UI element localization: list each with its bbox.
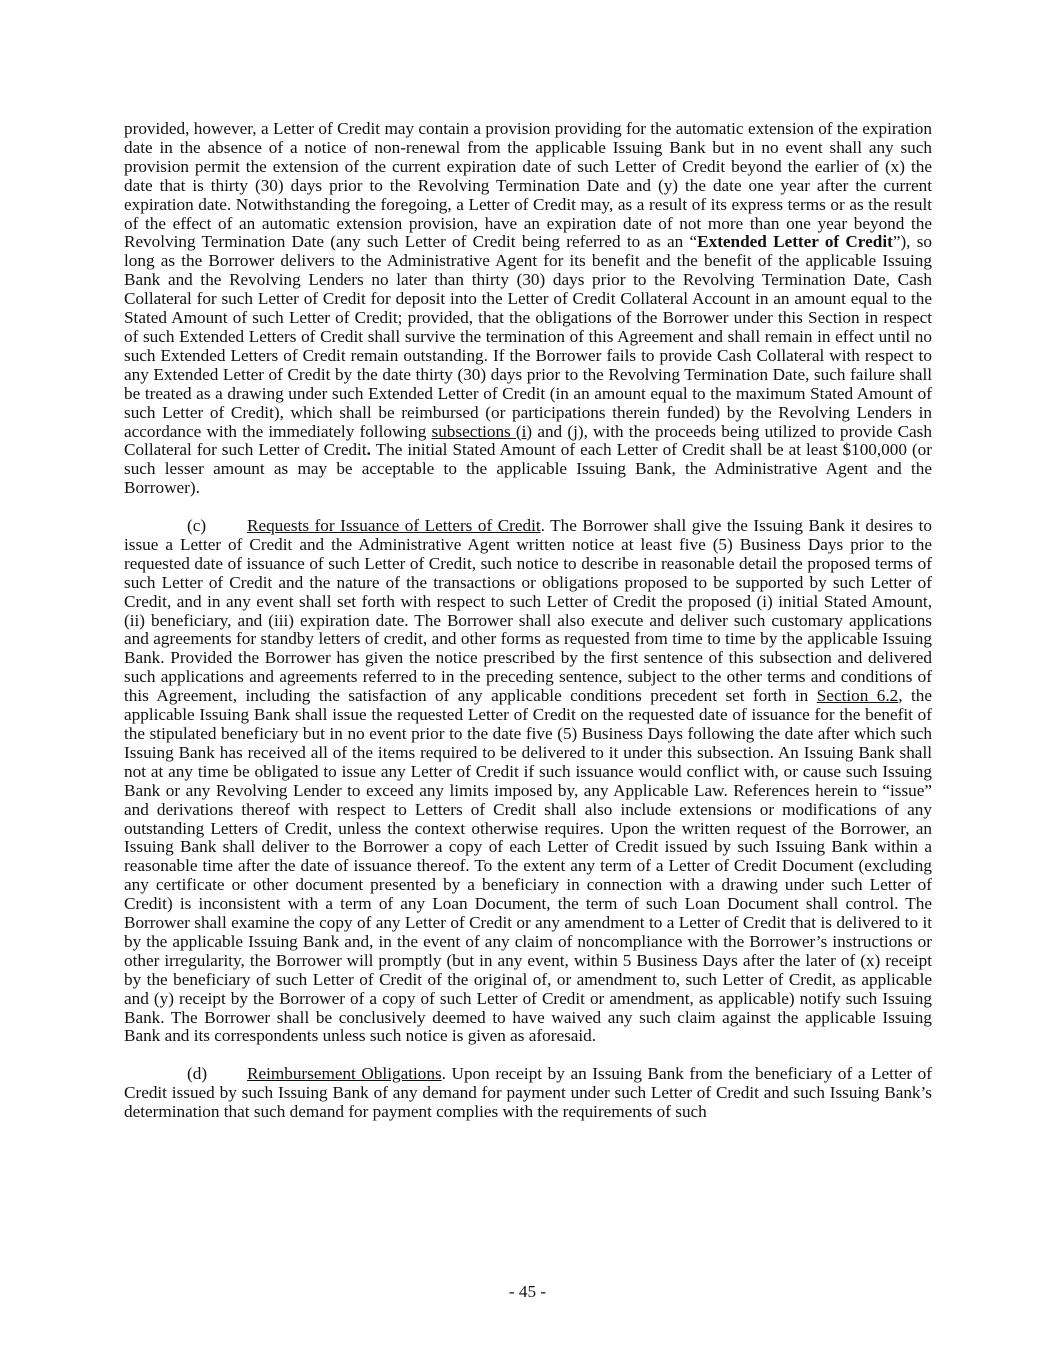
- section-heading: Requests for Issuance of Letters of Credit: [247, 516, 541, 536]
- paragraph-label: (c): [187, 516, 207, 536]
- text-run: ”), so long as the Borrower delivers to the Administrative Agent for its benefit and the benefit of the applicable Issuing Bank and the Revolving Lenders no later than thirty (30) days prior to the Revolving Termination Date, Cash Collateral for such Letter of Credit for deposit into the Letter of Credit Collateral Account in an amount equal to the Stated Amount of such Letter of Credit; provided, that the obligations of the Borrower under this Section in respect of such Extended Letters of Credit shall survive the termination of this Agreement and shall remain in effect until no such Extended Letters of Credit remain outstanding. If the Borrower fails to provide Cash Collateral with respect to any Extended Letter of Credit by the date thirty (30) days prior to the Revolving Termination Date, such failure shall be treated as a drawing under such Extended Letter of Credit (in an amount equal to the maximum Stated Amount of such Letter of Credit), which shall be reimbursed (or participations therein funded) by the Revolving Lenders in accordance with the immediately following: [124, 232, 932, 441]
- paragraph-label: (d): [187, 1064, 208, 1084]
- text-run: , the applicable Issuing Bank shall issue the requested Letter of Credit on the requested date of issuance for the benefit of the stipulated beneficiary but in no event prior to the date five (5) Business Days following the date after which such Issuing Bank has received all of the items required to be delivered to it under this subsection. An Issuing Bank shall not at any time be obligated to issue any Letter of Credit if such issuance would conflict with, or cause such Issuing Bank or any Revolving Lender to exceed any limits imposed by, any Applicable Law. References herein to “issue” and derivations thereof with respect to Letters of Credit shall also include extensions or modifications of any outstanding Letters of Credit, unless the context otherwise requires. Upon the written request of the Borrower, an Issuing Bank shall deliver to the Borrower a copy of each Letter of Credit issued by such Issuing Bank within a reasonable time after the date of issuance thereof. To the extent any term of a Letter of Credit Document (excluding any certificate or other document presented by a beneficiary in connection with a drawing under such Letter of Credit) is inconsistent with a term of any Loan Document, the term of such Loan Document shall control. The Borrower shall examine the copy of any Letter of Credit or any amendment to a Letter of Credit that is delivered to it by the applicable Issuing Bank and, in the event of any claim of noncompliance with the Borrower’s instructions or other irregularity, the Borrower will promptly (but in any event, within 5 Business Days after the later of (x) receipt by the beneficiary of such Letter of Credit of the original of, or amendment to, such Letter of Credit, as applicable and (y) receipt by the Borrower of a copy of such Letter of Credit or amendment, as applicable) notify such Issuing Bank. The Borrower shall be conclusively deemed to have waived any such claim against the applicable Issuing Bank and its correspondents unless such notice is given as aforesaid.: [124, 686, 933, 1046]
- text-run: . The Borrower shall give the Issuing Bank it desires to issue a Letter of Credit and the Administrative Agent written notice at least five (5) Business Days prior to the requested date of issuance of such Letter of Credit, such notice to describe in reasonable detail the proposed terms of such Letter of Credit and the nature of the transactions or obligations proposed to be supported by such Letter of Credit, and in any event shall set forth with respect to such Letter of Credit the proposed (i) initial Stated Amount, (ii) beneficiary, and (iii) expiration date. The Borrower shall also execute and deliver such customary applications and agreements for standby letters of credit, and other forms as requested from time to time by the applicable Issuing Bank. Provided the Borrower has given the notice prescribed by the first sentence of this subsection and delivered such applications and agreements referred to in the preceding sentence, subject to the other terms and conditions of this Agreement, including the satisfaction of any applicable conditions precedent set forth in: [124, 516, 932, 706]
- cross-reference-section-6-2: Section 6.2: [816, 686, 899, 706]
- cross-reference-subsection-j: (j): [567, 421, 584, 441]
- paragraph-c: [124, 517, 932, 1046]
- section-heading: Reimbursement Obligations: [247, 1064, 442, 1084]
- text-run: and: [532, 421, 568, 441]
- cross-reference-subsection-i: subsections (i): [431, 421, 533, 441]
- paragraph-d: [124, 1065, 932, 1122]
- bold-period: .: [366, 440, 371, 460]
- text-run: , with the proceeds being utilized to provide Cash Collateral for such Letter of Credit: [124, 421, 932, 460]
- defined-term: Extended Letter of Credit: [697, 232, 893, 252]
- text-run: provided, however, a Letter of Credit may contain a provision providing for the automatic extension of the expiration date in the absence of a notice of non-renewal from the applicable Issuing Bank but in no event shall any such provision permit the extension of the current expiration date of such Letter of Credit beyond the earlier of (x) the date that is thirty (30) days prior to the Revolving Termination Date and (y) the date one year after the current expiration date. Notwithstanding the foregoing, a Letter of Credit may, as a result of its express terms or as the result of the effect of an automatic extension provision, have an expiration date of not more than one year beyond the Revolving Termination Date (any such Letter of Credit being referred to as an “: [124, 119, 932, 252]
- page-number: - 45 -: [508, 1282, 547, 1301]
- paragraph-b-continuation: [124, 120, 932, 498]
- text-run: . Upon receipt by an Issuing Bank from the beneficiary of a Letter of Credit issued by such Issuing Bank of any demand for payment under such Letter of Credit and such Issuing Bank’s determination that such demand for payment complies with the requirements of such: [124, 1064, 932, 1122]
- text-run: The initial Stated Amount of each Letter of Credit shall be at least $100,000 (or such lesser amount as may be acceptable to the applicable Issuing Bank, the Administrative Agent and the Borrower).: [124, 440, 933, 498]
- document-page: [124, 120, 932, 1141]
